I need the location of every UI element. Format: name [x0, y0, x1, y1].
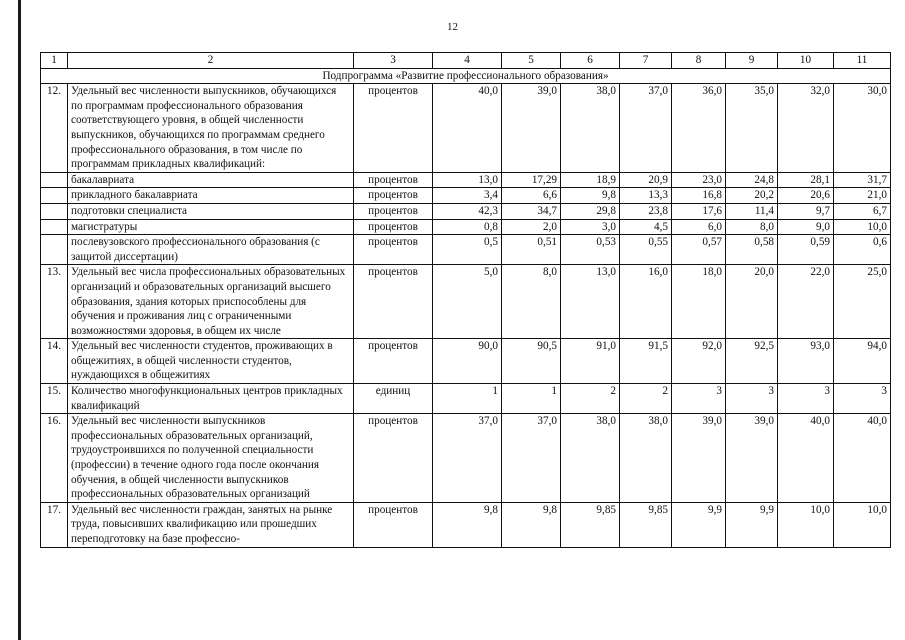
- value-cell: 10,0: [778, 502, 834, 547]
- value-cell: 8,0: [502, 265, 561, 339]
- value-cell: 38,0: [620, 414, 672, 503]
- value-cell: 25,0: [834, 265, 891, 339]
- value-cell: 5,0: [433, 265, 502, 339]
- value-cell: 37,0: [620, 84, 672, 173]
- value-cell: 39,0: [672, 414, 726, 503]
- table-row: [41, 414, 891, 503]
- value-cell: 9,85: [561, 502, 620, 547]
- value-cell: 37,0: [502, 414, 561, 503]
- value-cell: 20,2: [726, 188, 778, 204]
- value-cell: 40,0: [778, 414, 834, 503]
- value-cell: 29,8: [561, 203, 620, 219]
- row-number: [41, 219, 68, 235]
- value-cell: 94,0: [834, 339, 891, 384]
- value-cell: 93,0: [778, 339, 834, 384]
- unit-cell: процентов: [354, 414, 433, 503]
- value-cell: 24,8: [726, 172, 778, 188]
- indicator-name: бакалавриата: [68, 172, 354, 188]
- value-cell: 2,0: [502, 219, 561, 235]
- value-cell: 39,0: [502, 84, 561, 173]
- value-cell: 92,0: [672, 339, 726, 384]
- value-cell: 13,3: [620, 188, 672, 204]
- value-cell: 40,0: [834, 414, 891, 503]
- indicator-name: Удельный вес числа профессиональных образовательных организаций и образовательных организаций высшего образования, здания которых приспособлены для обучения и проживания лиц с ограниченными возможностями здоровья, в общем их числе: [68, 265, 354, 339]
- column-header: 2: [68, 53, 354, 69]
- value-cell: 9,8: [502, 502, 561, 547]
- value-cell: 36,0: [672, 84, 726, 173]
- indicator-name: Удельный вес численности выпускников профессиональных образовательных организаций, трудоустроившихся по полученной специальности (профессии) в течение одного года после окончания обучения, в общей численности выпускников профессиональных образовательных организаций: [68, 414, 354, 503]
- indicator-name: магистратуры: [68, 219, 354, 235]
- value-cell: 20,6: [778, 188, 834, 204]
- column-numbers-row: [41, 53, 891, 69]
- row-number: [41, 235, 68, 265]
- value-cell: 10,0: [834, 219, 891, 235]
- indicator-name: Удельный вес численности выпускников, обучающихся по программам профессионального образования соответствующего уровня, в общей численности выпускников, обучающихся по программам среднего профессионального образования, в том числе по программам прикладных квалификаций:: [68, 84, 354, 173]
- value-cell: 23,8: [620, 203, 672, 219]
- table-row: [41, 219, 891, 235]
- value-cell: 23,0: [672, 172, 726, 188]
- indicator-name: прикладного бакалавриата: [68, 188, 354, 204]
- indicator-table: [40, 52, 891, 548]
- table-row: [41, 339, 891, 384]
- value-cell: 38,0: [561, 84, 620, 173]
- value-cell: 1: [433, 384, 502, 414]
- row-number: 15.: [41, 384, 68, 414]
- value-cell: 20,0: [726, 265, 778, 339]
- value-cell: 22,0: [778, 265, 834, 339]
- value-cell: 0,59: [778, 235, 834, 265]
- row-number: 14.: [41, 339, 68, 384]
- indicator-name: подготовки специалиста: [68, 203, 354, 219]
- unit-cell: процентов: [354, 265, 433, 339]
- value-cell: 42,3: [433, 203, 502, 219]
- unit-cell: единиц: [354, 384, 433, 414]
- row-number: 17.: [41, 502, 68, 547]
- column-header: 9: [726, 53, 778, 69]
- column-header: 4: [433, 53, 502, 69]
- value-cell: 9,9: [726, 502, 778, 547]
- indicator-name: послевузовского профессионального образования (с защитой диссертации): [68, 235, 354, 265]
- value-cell: 91,5: [620, 339, 672, 384]
- value-cell: 40,0: [433, 84, 502, 173]
- value-cell: 37,0: [433, 414, 502, 503]
- column-header: 11: [834, 53, 891, 69]
- column-header: 7: [620, 53, 672, 69]
- value-cell: 0,51: [502, 235, 561, 265]
- value-cell: 13,0: [561, 265, 620, 339]
- value-cell: 32,0: [778, 84, 834, 173]
- value-cell: 10,0: [834, 502, 891, 547]
- value-cell: 9,9: [672, 502, 726, 547]
- value-cell: 3: [834, 384, 891, 414]
- value-cell: 9,8: [561, 188, 620, 204]
- indicator-name: [68, 502, 354, 547]
- table-row: [41, 502, 891, 547]
- value-cell: 4,5: [620, 219, 672, 235]
- value-cell: 0,58: [726, 235, 778, 265]
- value-cell: 3,4: [433, 188, 502, 204]
- value-cell: 90,5: [502, 339, 561, 384]
- value-cell: 0,53: [561, 235, 620, 265]
- value-cell: 3: [672, 384, 726, 414]
- value-cell: 0,6: [834, 235, 891, 265]
- value-cell: 6,6: [502, 188, 561, 204]
- value-cell: 21,0: [834, 188, 891, 204]
- subprogram-title: Подпрограмма «Развитие профессионального образования»: [41, 68, 891, 84]
- value-cell: 11,4: [726, 203, 778, 219]
- column-header: 1: [41, 53, 68, 69]
- value-cell: 20,9: [620, 172, 672, 188]
- value-cell: 92,5: [726, 339, 778, 384]
- indicator-name: Количество многофункциональных центров прикладных квалификаций: [68, 384, 354, 414]
- unit-cell: процентов: [354, 203, 433, 219]
- indicator-name-text: Удельный вес численности граждан, занятых на рынке труда, повысивших квалификацию или прошедших переподготовку на базе профессио-: [71, 503, 333, 545]
- unit-cell: процентов: [354, 235, 433, 265]
- value-cell: 0,57: [672, 235, 726, 265]
- table-row: [41, 384, 891, 414]
- value-cell: 16,8: [672, 188, 726, 204]
- row-number: [41, 188, 68, 204]
- value-cell: 17,6: [672, 203, 726, 219]
- value-cell: 3: [726, 384, 778, 414]
- unit-cell: процентов: [354, 84, 433, 173]
- value-cell: 1: [502, 384, 561, 414]
- scan-edge-line: [18, 0, 21, 640]
- table-row: [41, 235, 891, 265]
- column-header: 8: [672, 53, 726, 69]
- value-cell: 0,55: [620, 235, 672, 265]
- subprogram-row: [41, 68, 891, 84]
- value-cell: 9,85: [620, 502, 672, 547]
- table-row: [41, 188, 891, 204]
- value-cell: 2: [620, 384, 672, 414]
- unit-cell: процентов: [354, 502, 433, 547]
- column-header: 5: [502, 53, 561, 69]
- value-cell: 9,8: [433, 502, 502, 547]
- value-cell: 8,0: [726, 219, 778, 235]
- value-cell: 91,0: [561, 339, 620, 384]
- value-cell: 39,0: [726, 414, 778, 503]
- indicator-name: Удельный вес численности студентов, проживающих в общежитиях, в общей численности студентов, нуждающихся в общежитиях: [68, 339, 354, 384]
- unit-cell: процентов: [354, 172, 433, 188]
- value-cell: 6,7: [834, 203, 891, 219]
- unit-cell: процентов: [354, 188, 433, 204]
- unit-cell: процентов: [354, 219, 433, 235]
- value-cell: 17,29: [502, 172, 561, 188]
- value-cell: 2: [561, 384, 620, 414]
- row-number: 16.: [41, 414, 68, 503]
- value-cell: 34,7: [502, 203, 561, 219]
- value-cell: 30,0: [834, 84, 891, 173]
- table-row: [41, 172, 891, 188]
- column-header: 10: [778, 53, 834, 69]
- value-cell: 9,7: [778, 203, 834, 219]
- page-number: 12: [447, 21, 458, 33]
- column-header: 6: [561, 53, 620, 69]
- table-row: [41, 84, 891, 173]
- value-cell: 9,0: [778, 219, 834, 235]
- table-row: [41, 265, 891, 339]
- value-cell: 31,7: [834, 172, 891, 188]
- value-cell: 3,0: [561, 219, 620, 235]
- column-header: 3: [354, 53, 433, 69]
- value-cell: 18,0: [672, 265, 726, 339]
- row-number: [41, 203, 68, 219]
- value-cell: 16,0: [620, 265, 672, 339]
- table-row: [41, 203, 891, 219]
- value-cell: 13,0: [433, 172, 502, 188]
- value-cell: 18,9: [561, 172, 620, 188]
- value-cell: 28,1: [778, 172, 834, 188]
- value-cell: 0,8: [433, 219, 502, 235]
- value-cell: 0,5: [433, 235, 502, 265]
- unit-cell: процентов: [354, 339, 433, 384]
- value-cell: 3: [778, 384, 834, 414]
- value-cell: 38,0: [561, 414, 620, 503]
- value-cell: 35,0: [726, 84, 778, 173]
- row-number: 13.: [41, 265, 68, 339]
- row-number: 12.: [41, 84, 68, 173]
- value-cell: 6,0: [672, 219, 726, 235]
- row-number: [41, 172, 68, 188]
- value-cell: 90,0: [433, 339, 502, 384]
